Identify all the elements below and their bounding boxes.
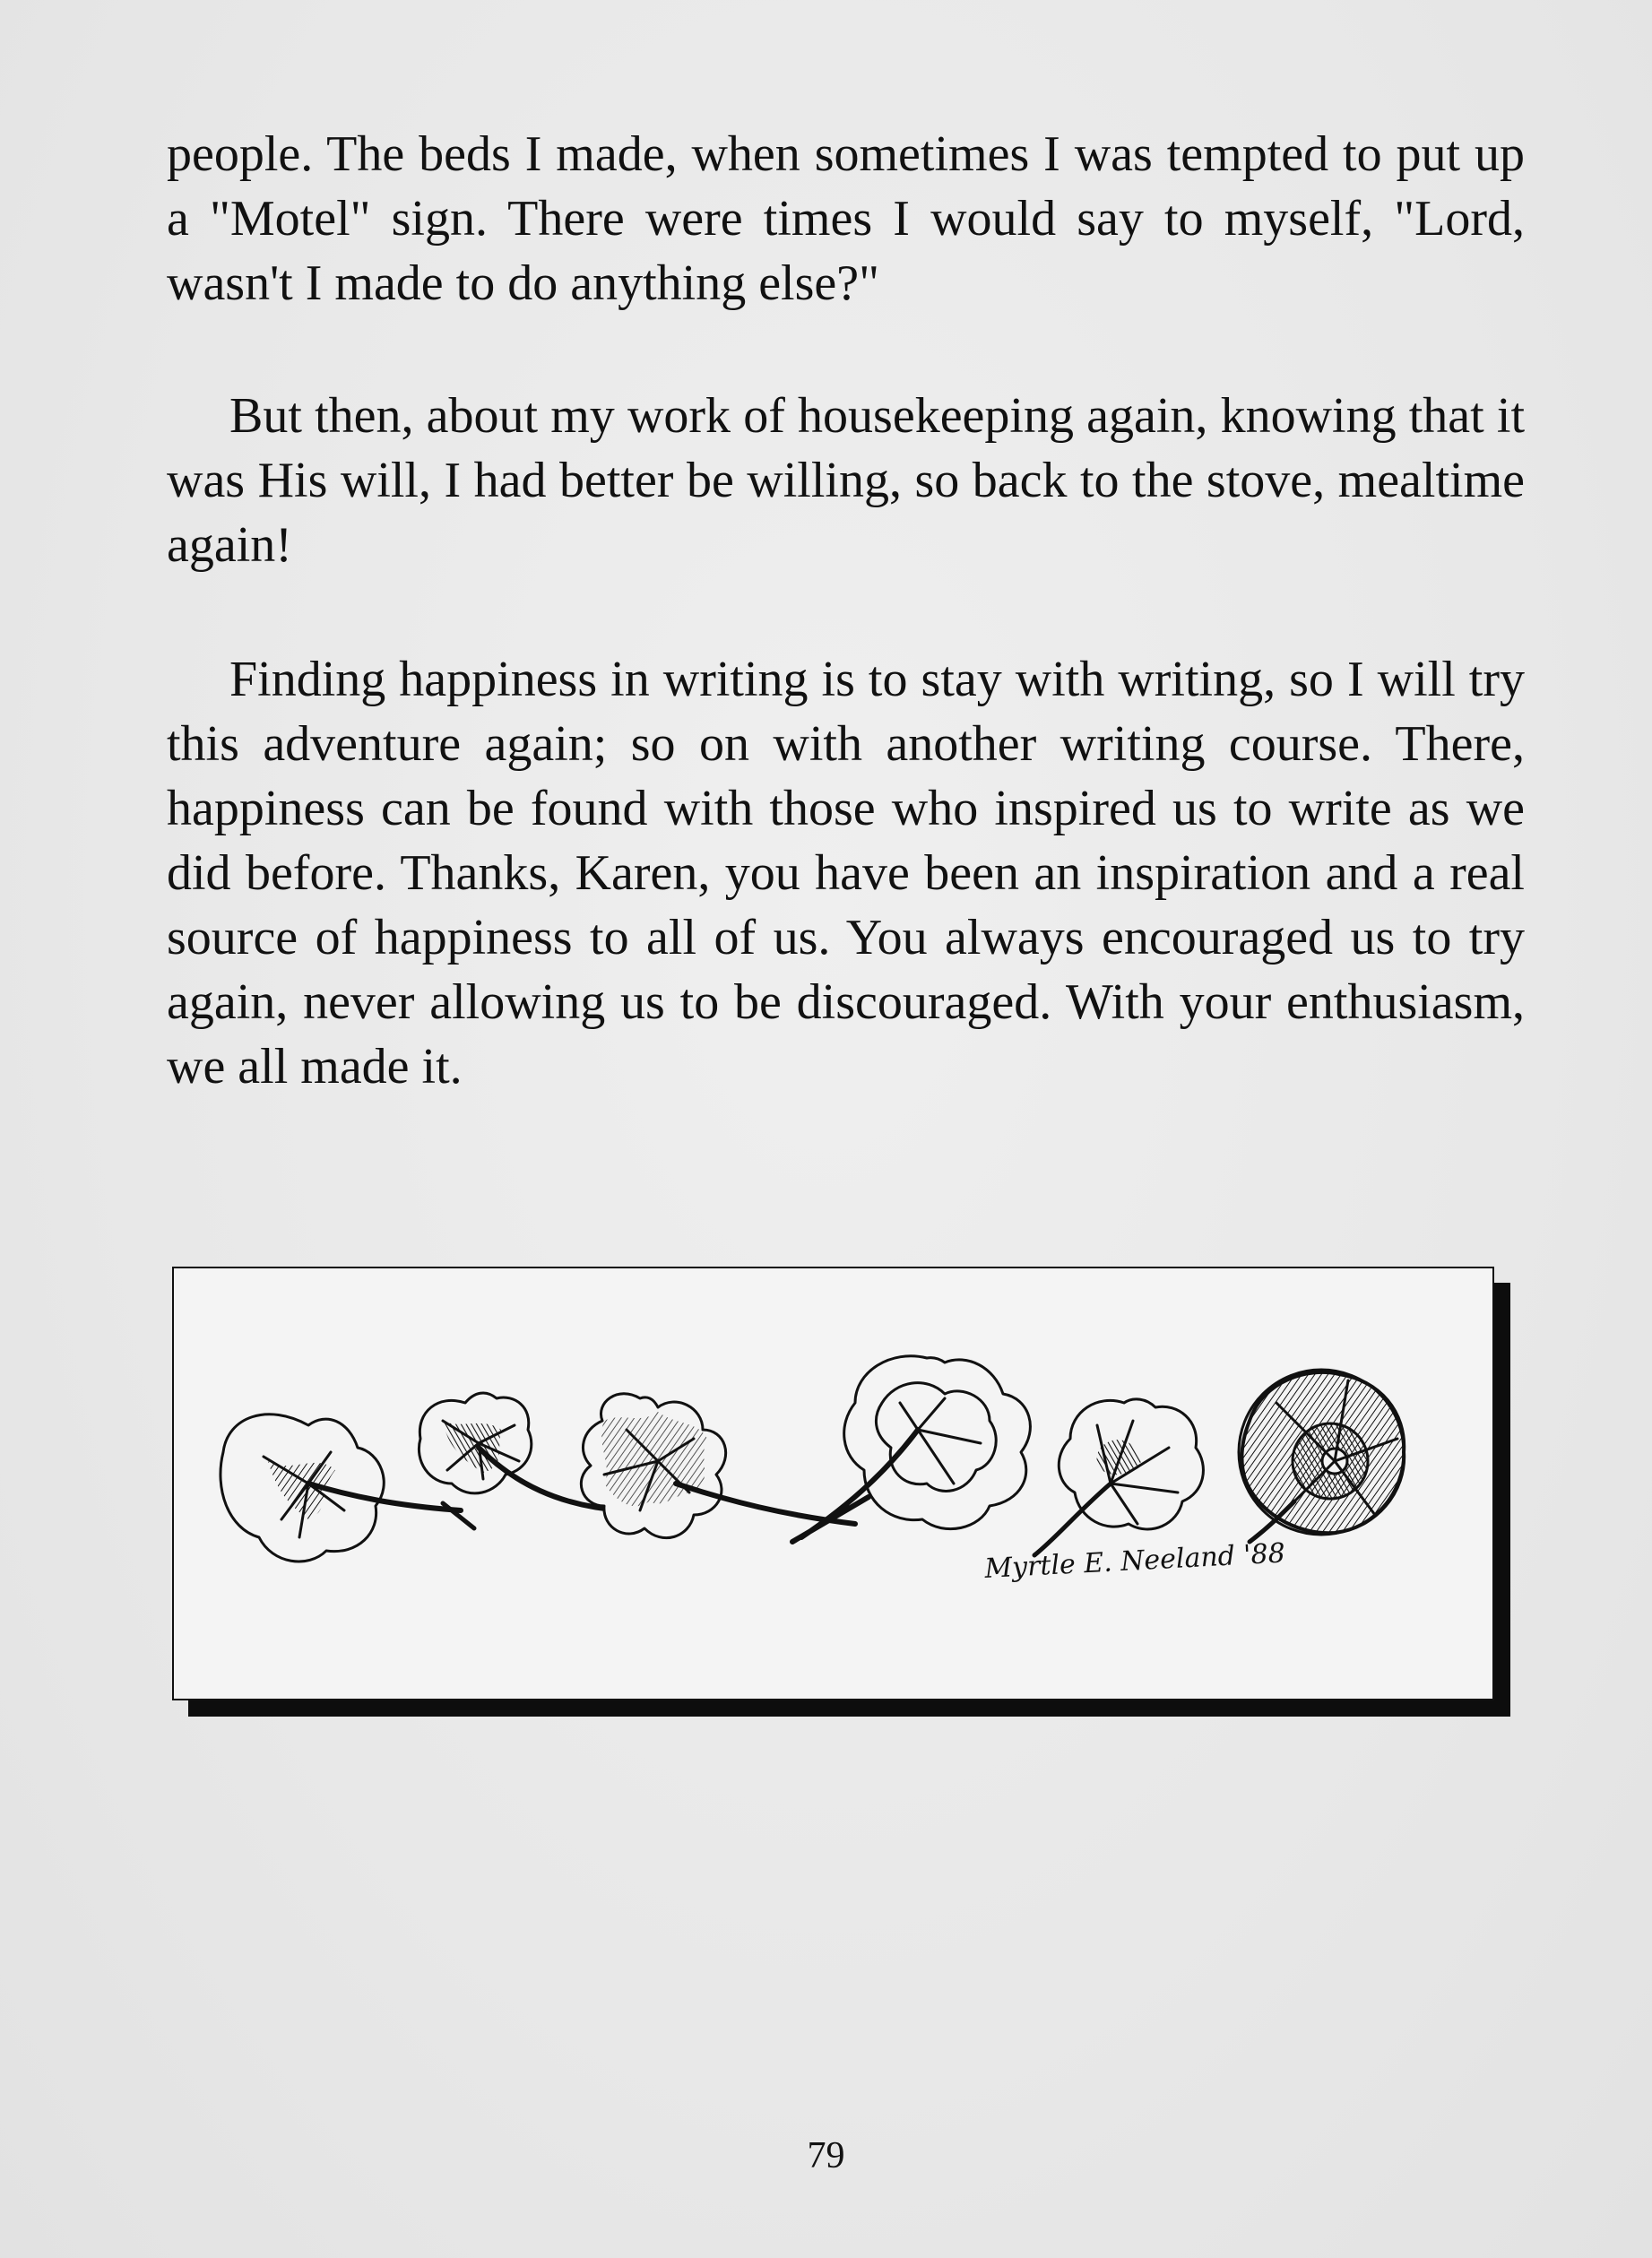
leaf-3 (581, 1394, 855, 1538)
flower-illustration (172, 1267, 1494, 1700)
artist-signature: Myrtle E. Neeland '88 (983, 1537, 1286, 1585)
leaf-5 (1034, 1399, 1203, 1555)
geranium-leaves-drawing (174, 1268, 1492, 1699)
paragraph-3: Finding happiness in writing is to stay with writing, so I will try this adventure again; so on with another writing course. There, happiness can be found with those who inspired us to write as we did before. Thanks, Karen, you have been an inspiration and a real source of happiness to all of us. You always encouraged us to try again, never allowing us to be discouraged. With your enthusiasm, we all made it. (167, 652, 1525, 1094)
leaf-6 (1239, 1370, 1404, 1542)
paragraph-2: But then, about my work of housekeeping again, knowing that it was His will, I had better be willing, so back to the stove, mealtime again! (167, 388, 1525, 573)
illustration-box (172, 1267, 1494, 1700)
leaf-4 (792, 1356, 1030, 1542)
page-number: 79 (807, 2135, 845, 2176)
paragraph-1: people. The beds I made, when sometimes I was tempted to put up a "Motel" sign. There were times I would say to myself, "Lord, wasn't I made to do anything else?" (167, 126, 1525, 311)
